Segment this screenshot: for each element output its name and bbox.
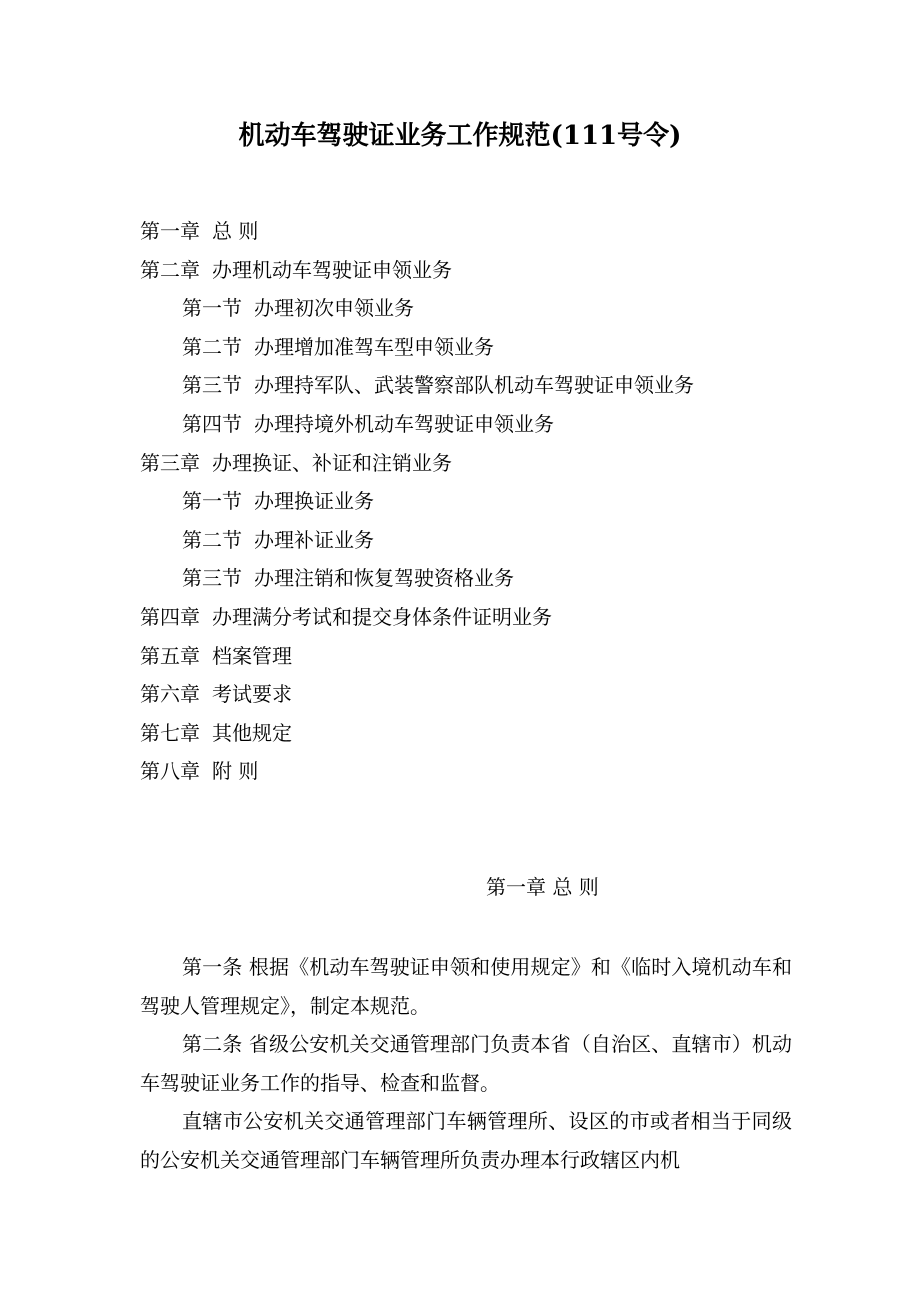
toc-item (140, 521, 800, 560)
chapter-body (140, 948, 792, 1180)
toc-item-title: 办理补证业务 (254, 527, 374, 552)
toc-item-title: 办理初次申领业务 (254, 296, 414, 321)
toc-item-number: 第三章 (140, 450, 200, 475)
toc-item (140, 366, 800, 405)
toc-item (140, 675, 800, 714)
toc-item (140, 714, 800, 753)
toc-item (140, 444, 800, 483)
toc-item-title: 考试要求 (212, 682, 292, 707)
toc-item (140, 559, 800, 598)
toc-item (140, 637, 800, 676)
document-title: 机动车驾驶证业务工作规范(111号令) (238, 121, 682, 151)
toc-item-title: 办理持境外机动车驾驶证申领业务 (254, 411, 554, 436)
toc-item (140, 482, 800, 521)
toc-item (140, 212, 800, 251)
toc-item (140, 289, 800, 328)
toc-item-title: 附 则 (212, 759, 259, 784)
toc-item-title: 办理增加准驾车型申领业务 (254, 334, 494, 359)
toc-item (140, 328, 800, 367)
toc-item-title: 办理换证、补证和注销业务 (212, 450, 452, 475)
toc-item-number: 第七章 (140, 720, 200, 745)
toc-item-title: 办理换证业务 (254, 489, 374, 514)
table-of-contents (140, 212, 800, 791)
toc-item-number: 第四节 (182, 411, 242, 436)
toc-item-title: 办理满分考试和提交身体条件证明业务 (212, 604, 552, 629)
toc-item (140, 405, 800, 444)
toc-item (140, 598, 800, 637)
toc-item-number: 第四章 (140, 604, 200, 629)
toc-item-number: 第二节 (182, 527, 242, 552)
toc-item-number: 第二节 (182, 334, 242, 359)
toc-item (140, 752, 800, 791)
toc-item-title: 办理持军队、武装警察部队机动车驾驶证申领业务 (254, 373, 694, 398)
toc-item-number: 第五章 (140, 643, 200, 668)
toc-item (140, 251, 800, 290)
toc-item-number: 第三节 (182, 566, 242, 591)
toc-item-title: 其他规定 (212, 720, 292, 745)
toc-item-number: 第二章 (140, 257, 200, 282)
toc-item-title: 办理注销和恢复驾驶资格业务 (254, 566, 514, 591)
chapter-heading: 第一章 总 则 (486, 875, 599, 899)
toc-item-number: 第八章 (140, 759, 200, 784)
toc-item-number: 第一节 (182, 296, 242, 321)
toc-item-title: 办理机动车驾驶证申领业务 (212, 257, 452, 282)
article-paragraph: 直辖市公安机关交通管理部门车辆管理所、设区的市或者相当于同级的公安机关交通管理部门车辆管理所负责办理本行政辖区内机 (140, 1109, 792, 1172)
toc-item-number: 第六章 (140, 682, 200, 707)
toc-item-number: 第一章 (140, 219, 200, 243)
toc-item-number: 第三节 (182, 373, 242, 398)
toc-item-title: 档案管理 (212, 643, 292, 668)
article-paragraph: 第一条 根据《机动车驾驶证申领和使用规定》和《临时入境机动车和驾驶人管理规定》，制定本规范。 (140, 955, 792, 1018)
article-paragraph: 第二条 省级公安机关交通管理部门负责本省（自治区、直辖市）机动车驾驶证业务工作的指导、检查和监督。 (140, 1032, 792, 1095)
toc-item-number: 第一节 (182, 489, 242, 514)
toc-item-title: 总 则 (212, 219, 259, 243)
